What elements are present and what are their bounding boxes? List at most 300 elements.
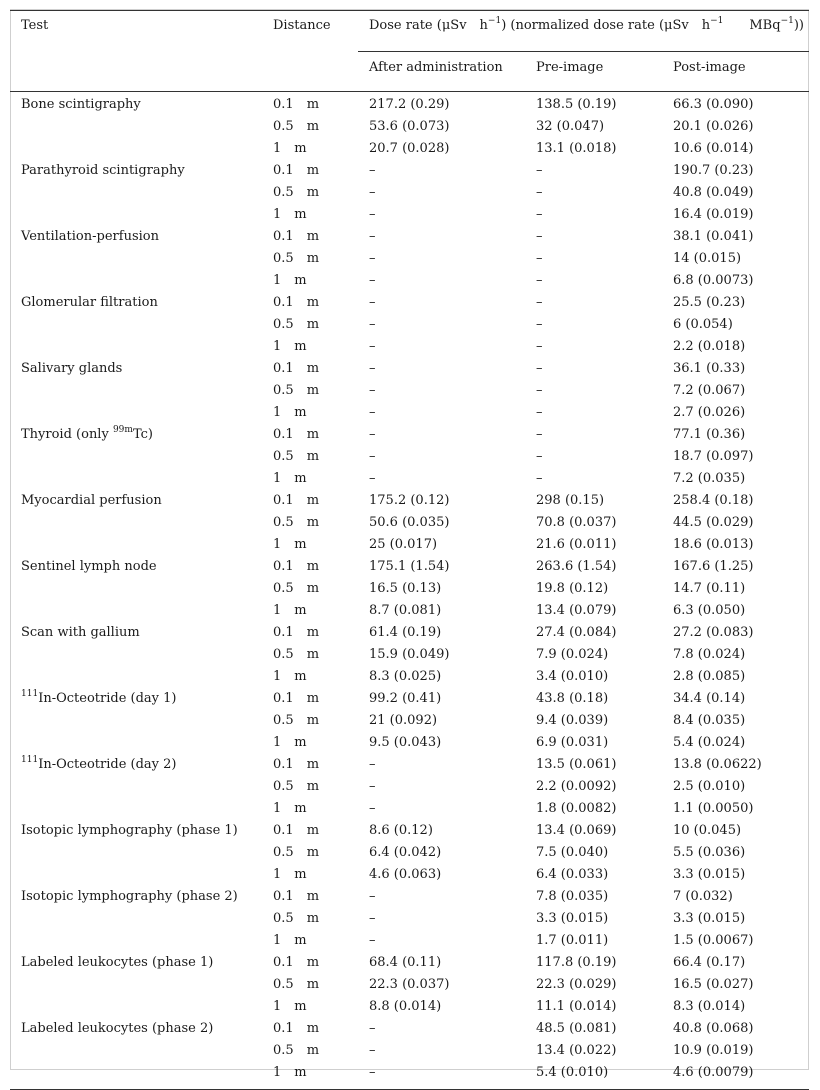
cell-test	[10, 423, 262, 445]
cell-after-administration: –	[369, 251, 376, 266]
table-row	[10, 269, 809, 291]
cell-after-administration: 68.4 (0.11)	[369, 955, 442, 970]
cell-after-administration: 175.1 (1.54)	[369, 559, 450, 574]
table-row	[10, 643, 809, 665]
cell-post-image: 40.8 (0.068)	[673, 1021, 754, 1036]
cell-distance	[262, 621, 358, 643]
distance-unit: m	[294, 669, 307, 684]
test-name-prefix: Thyroid (only	[21, 427, 113, 442]
cell-post-image: 2.7 (0.026)	[673, 405, 746, 420]
isotope-superscript: 111	[21, 754, 39, 765]
distance-value: 0.5	[273, 119, 294, 134]
cell-pre-image: 1.7 (0.011)	[536, 933, 609, 948]
cell-distance	[262, 247, 358, 269]
cell-pre-image: 6.9 (0.031)	[536, 735, 609, 750]
cell-post-image: 7 (0.032)	[673, 889, 733, 904]
table-row	[10, 1061, 809, 1090]
cell-post-image: 6.3 (0.050)	[673, 603, 746, 618]
distance-value: 1	[273, 141, 282, 156]
cell-post-image: 7.8 (0.024)	[673, 647, 746, 662]
cell-pre-image: 2.2 (0.0092)	[536, 779, 617, 794]
cell-pre-image: 32 (0.047)	[536, 119, 605, 134]
cell-pre-image: 5.4 (0.010)	[536, 1065, 609, 1080]
cell-test	[10, 731, 262, 753]
cell-post-image: 16.5 (0.027)	[673, 977, 754, 992]
distance-unit: m	[306, 163, 320, 178]
cell-after-administration: –	[369, 207, 376, 222]
table-row	[10, 731, 809, 753]
cell-after-administration: –	[369, 185, 376, 200]
distance-value: 0.5	[273, 581, 294, 596]
cell-test	[10, 467, 262, 489]
cell-pre-image: 13.1 (0.018)	[536, 141, 617, 156]
cell-distance	[262, 1017, 358, 1039]
cell-pre-image: 13.4 (0.022)	[536, 1043, 617, 1058]
distance-value: 1	[273, 339, 282, 354]
cell-test	[10, 445, 262, 467]
cell-pre-image: –	[536, 273, 543, 288]
distance-value: 0.5	[273, 185, 294, 200]
cell-after-administration: 8.6 (0.12)	[369, 823, 433, 838]
distance-unit: m	[294, 405, 307, 420]
cell-test	[10, 863, 262, 885]
cell-post-image: 16.4 (0.019)	[673, 207, 754, 222]
cell-pre-image: 7.9 (0.024)	[536, 647, 609, 662]
cell-pre-image: –	[536, 449, 543, 464]
cell-pre-image: 43.8 (0.18)	[536, 691, 609, 706]
cell-post-image: 13.8 (0.0622)	[673, 757, 762, 772]
table-row	[10, 665, 809, 687]
cell-test: Bone scintigraphy	[21, 97, 141, 112]
cell-post-image: 2.8 (0.085)	[673, 669, 746, 684]
cell-test	[10, 1061, 262, 1090]
cell-post-image: 18.7 (0.097)	[673, 449, 754, 464]
cell-post-image: 27.2 (0.083)	[673, 625, 754, 640]
cell-test: Labeled leukocytes (phase 1)	[21, 955, 214, 970]
distance-unit: m	[294, 999, 307, 1014]
distance-unit: m	[306, 361, 320, 376]
table-row	[10, 797, 809, 819]
cell-after-administration: –	[369, 1065, 376, 1080]
distance-unit: m	[306, 515, 320, 530]
cell-after-administration: –	[369, 229, 376, 244]
cell-test	[10, 687, 262, 709]
cell-post-image: 10 (0.045)	[673, 823, 742, 838]
distance-value: 1	[273, 537, 282, 552]
table-row	[10, 335, 809, 357]
distance-unit: m	[306, 493, 320, 508]
distance-value: 0.1	[273, 757, 294, 772]
cell-after-administration: –	[369, 889, 376, 904]
cell-post-image: 77.1 (0.36)	[673, 427, 746, 442]
cell-distance	[262, 753, 358, 775]
distance-unit: m	[294, 339, 307, 354]
cell-pre-image: 13.5 (0.061)	[536, 757, 617, 772]
cell-distance	[262, 313, 358, 335]
cell-after-administration: 25 (0.017)	[369, 537, 438, 552]
cell-distance	[262, 489, 358, 511]
dose-rate-label: Dose rate (μSv	[369, 18, 467, 33]
cell-test: Scan with gallium	[21, 625, 140, 640]
table-row	[10, 577, 809, 599]
cell-post-image: 14 (0.015)	[673, 251, 742, 266]
table-row	[10, 225, 809, 247]
distance-unit: m	[306, 625, 320, 640]
distance-unit: m	[306, 779, 320, 794]
cell-distance	[262, 709, 358, 731]
dose-rate-exp: −1	[487, 15, 502, 26]
cell-distance	[262, 445, 358, 467]
cell-after-administration: –	[369, 405, 376, 420]
distance-value: 1	[273, 669, 282, 684]
distance-unit: m	[306, 823, 320, 838]
cell-distance	[262, 115, 358, 137]
cell-test	[10, 665, 262, 687]
distance-value: 0.1	[273, 361, 294, 376]
cell-distance	[262, 511, 358, 533]
cell-pre-image: 48.5 (0.081)	[536, 1021, 617, 1036]
cell-test	[10, 929, 262, 951]
table-row	[10, 1017, 809, 1039]
distance-unit: m	[294, 471, 307, 486]
table-row	[10, 137, 809, 159]
table-row	[10, 181, 809, 203]
cell-post-image: 20.1 (0.026)	[673, 119, 754, 134]
distance-value: 0.5	[273, 1043, 294, 1058]
normalized-exp2: −1	[780, 15, 794, 26]
cell-post-image: 1.1 (0.0050)	[673, 801, 754, 816]
cell-pre-image: 7.5 (0.040)	[536, 845, 609, 860]
cell-post-image: 34.4 (0.14)	[673, 691, 746, 706]
dose-rate-unit-h: h	[479, 18, 488, 33]
cell-pre-image: 3.4 (0.010)	[536, 669, 609, 684]
dose-rate-table	[10, 10, 809, 1090]
table-row	[10, 555, 809, 577]
distance-value: 0.1	[273, 559, 294, 574]
distance-value: 1	[273, 273, 282, 288]
cell-post-image: 10.6 (0.014)	[673, 141, 754, 156]
cell-test	[10, 973, 262, 995]
cell-distance	[262, 1039, 358, 1061]
cell-pre-image: 70.8 (0.037)	[536, 515, 617, 530]
distance-unit: m	[306, 449, 320, 464]
distance-unit: m	[306, 1043, 320, 1058]
cell-after-administration: –	[369, 911, 376, 926]
cell-after-administration: 8.3 (0.025)	[369, 669, 442, 684]
cell-after-administration: 20.7 (0.028)	[369, 141, 450, 156]
cell-post-image: 66.4 (0.17)	[673, 955, 746, 970]
cell-post-image: 7.2 (0.067)	[673, 383, 746, 398]
distance-unit: m	[306, 691, 320, 706]
header-test: Test	[21, 18, 49, 33]
cell-after-administration: –	[369, 163, 376, 178]
cell-distance	[262, 181, 358, 203]
cell-distance	[262, 599, 358, 621]
distance-value: 0.1	[273, 889, 294, 904]
cell-post-image: 3.3 (0.015)	[673, 911, 746, 926]
distance-unit: m	[306, 845, 320, 860]
distance-unit: m	[306, 889, 320, 904]
distance-value: 0.1	[273, 163, 294, 178]
distance-unit: m	[306, 427, 320, 442]
distance-unit: m	[306, 229, 320, 244]
cell-pre-image: 263.6 (1.54)	[536, 559, 617, 574]
distance-value: 0.5	[273, 317, 294, 332]
table-row	[10, 357, 809, 379]
test-name-suffix: In-Octeotride (day 1)	[38, 691, 177, 706]
distance-unit: m	[294, 1065, 307, 1080]
table-row	[10, 445, 809, 467]
cell-pre-image: 19.8 (0.12)	[536, 581, 609, 596]
cell-after-administration: 9.5 (0.043)	[369, 735, 442, 750]
cell-post-image: 66.3 (0.090)	[673, 97, 754, 112]
distance-unit: m	[306, 757, 320, 772]
table-row	[10, 247, 809, 269]
distance-unit: m	[306, 1021, 320, 1036]
table-row	[10, 291, 809, 313]
distance-value: 1	[273, 1065, 282, 1080]
cell-distance	[262, 643, 358, 665]
cell-distance	[262, 203, 358, 225]
distance-value: 1	[273, 207, 282, 222]
cell-distance	[262, 885, 358, 907]
cell-pre-image: 1.8 (0.0082)	[536, 801, 617, 816]
cell-post-image: 38.1 (0.041)	[673, 229, 754, 244]
table-row	[10, 973, 809, 995]
cell-after-administration: 61.4 (0.19)	[369, 625, 442, 640]
table-row	[10, 753, 809, 775]
cell-after-administration: 22.3 (0.037)	[369, 977, 450, 992]
table-row	[10, 929, 809, 951]
distance-unit: m	[306, 317, 320, 332]
normalized-mbq: MBq	[749, 18, 781, 33]
cell-post-image: 258.4 (0.18)	[673, 493, 754, 508]
cell-pre-image: 22.3 (0.029)	[536, 977, 617, 992]
header-pre-image: Pre-image	[536, 60, 604, 75]
cell-post-image: 190.7 (0.23)	[673, 163, 754, 178]
normalized-unit-h: h	[701, 18, 711, 33]
cell-test: Glomerular filtration	[21, 295, 158, 310]
cell-after-administration: –	[369, 933, 376, 948]
cell-test	[10, 841, 262, 863]
cell-test	[10, 313, 262, 335]
cell-post-image: 167.6 (1.25)	[673, 559, 754, 574]
cell-test	[10, 269, 262, 291]
cell-pre-image: 9.4 (0.039)	[536, 713, 609, 728]
distance-value: 1	[273, 999, 282, 1014]
cell-post-image: 5.4 (0.024)	[673, 735, 746, 750]
distance-unit: m	[306, 185, 320, 200]
cell-after-administration: –	[369, 383, 376, 398]
table-row	[10, 1039, 809, 1061]
cell-after-administration: –	[369, 779, 376, 794]
cell-after-administration: 21 (0.092)	[369, 713, 438, 728]
distance-value: 0.1	[273, 691, 294, 706]
table-row	[10, 115, 809, 137]
table-row	[10, 401, 809, 423]
cell-distance	[262, 973, 358, 995]
table-row	[10, 533, 809, 555]
cell-pre-image: –	[536, 405, 543, 420]
table-row	[10, 775, 809, 797]
distance-value: 0.5	[273, 383, 294, 398]
distance-value: 0.1	[273, 493, 294, 508]
cell-test	[10, 995, 262, 1017]
cell-distance	[262, 533, 358, 555]
cell-test	[10, 577, 262, 599]
cell-pre-image: 298 (0.15)	[536, 493, 605, 508]
distance-value: 0.1	[273, 295, 294, 310]
cell-test: Parathyroid scintigraphy	[21, 163, 185, 178]
distance-value: 0.1	[273, 229, 294, 244]
cell-test: Ventilation-perfusion	[21, 229, 159, 244]
cell-post-image: 14.7 (0.11)	[673, 581, 746, 596]
cell-post-image: 5.5 (0.036)	[673, 845, 746, 860]
header-post-image: Post-image	[673, 60, 746, 75]
cell-test: Labeled leukocytes (phase 2)	[21, 1021, 214, 1036]
cell-distance	[262, 687, 358, 709]
isotope-superscript: 111	[21, 688, 39, 699]
cell-distance	[262, 467, 358, 489]
cell-test	[10, 775, 262, 797]
distance-value: 0.5	[273, 449, 294, 464]
cell-distance	[262, 665, 358, 687]
distance-value: 0.5	[273, 713, 294, 728]
cell-test	[10, 401, 262, 423]
cell-after-administration: 4.6 (0.063)	[369, 867, 442, 882]
normalized-exp1: −1	[710, 15, 724, 26]
cell-post-image: 7.2 (0.035)	[673, 471, 746, 486]
cell-distance	[262, 379, 358, 401]
cell-distance	[262, 995, 358, 1017]
distance-value: 0.1	[273, 823, 294, 838]
distance-value: 1	[273, 867, 282, 882]
distance-value: 1	[273, 801, 282, 816]
table-row	[10, 995, 809, 1017]
cell-post-image: 2.5 (0.010)	[673, 779, 746, 794]
distance-unit: m	[306, 977, 320, 992]
cell-after-administration: 6.4 (0.042)	[369, 845, 442, 860]
distance-unit: m	[294, 537, 307, 552]
cell-pre-image: 21.6 (0.011)	[536, 537, 617, 552]
cell-pre-image: –	[536, 339, 543, 354]
distance-value: 1	[273, 933, 282, 948]
cell-distance	[262, 951, 358, 973]
header-distance: Distance	[273, 18, 331, 33]
cell-pre-image: 27.4 (0.084)	[536, 625, 617, 640]
cell-test	[10, 511, 262, 533]
cell-distance	[262, 819, 358, 841]
cell-test	[10, 335, 262, 357]
cell-pre-image: 117.8 (0.19)	[536, 955, 617, 970]
header-dose-rate	[358, 11, 809, 52]
cell-after-administration: –	[369, 273, 376, 288]
cell-post-image: 40.8 (0.049)	[673, 185, 754, 200]
distance-value: 0.1	[273, 427, 294, 442]
cell-post-image: 6 (0.054)	[673, 317, 733, 332]
distance-unit: m	[294, 141, 307, 156]
cell-after-administration: 8.7 (0.081)	[369, 603, 442, 618]
table-row	[10, 489, 809, 511]
cell-after-administration: –	[369, 339, 376, 354]
distance-unit: m	[306, 713, 320, 728]
cell-post-image: 36.1 (0.33)	[673, 361, 746, 376]
cell-pre-image: 3.3 (0.015)	[536, 911, 609, 926]
distance-value: 0.5	[273, 647, 294, 662]
distance-value: 0.1	[273, 955, 294, 970]
table-row	[10, 885, 809, 907]
distance-unit: m	[306, 955, 320, 970]
cell-after-administration: 53.6 (0.073)	[369, 119, 450, 134]
distance-unit: m	[306, 383, 320, 398]
cell-pre-image: –	[536, 317, 543, 332]
cell-pre-image: –	[536, 207, 543, 222]
table-row	[10, 203, 809, 225]
distance-value: 0.5	[273, 251, 294, 266]
cell-post-image: 6.8 (0.0073)	[673, 273, 754, 288]
cell-test	[10, 115, 262, 137]
distance-value: 0.5	[273, 779, 294, 794]
cell-after-administration: –	[369, 1043, 376, 1058]
test-name-suffix: Tc)	[132, 427, 153, 442]
cell-pre-image: 6.4 (0.033)	[536, 867, 609, 882]
cell-distance	[262, 92, 358, 116]
distance-unit: m	[306, 647, 320, 662]
distance-unit: m	[306, 559, 320, 574]
cell-after-administration: –	[369, 1021, 376, 1036]
table-row	[10, 907, 809, 929]
cell-test	[10, 379, 262, 401]
distance-value: 0.1	[273, 97, 294, 112]
cell-test	[10, 709, 262, 731]
cell-post-image: 44.5 (0.029)	[673, 515, 754, 530]
table-row	[10, 863, 809, 885]
cell-after-administration: 50.6 (0.035)	[369, 515, 450, 530]
table-row	[10, 313, 809, 335]
cell-distance	[262, 1061, 358, 1090]
cell-after-administration: –	[369, 361, 376, 376]
cell-test	[10, 1039, 262, 1061]
cell-pre-image: –	[536, 163, 543, 178]
cell-distance	[262, 357, 358, 379]
cell-after-administration: –	[369, 471, 376, 486]
test-name-suffix: In-Octeotride (day 2)	[38, 757, 177, 772]
table-row	[10, 687, 809, 709]
distance-unit: m	[306, 119, 320, 134]
header-after-administration: After administration	[369, 60, 503, 75]
cell-pre-image: 11.1 (0.014)	[536, 999, 617, 1014]
table-row	[10, 621, 809, 643]
cell-pre-image: –	[536, 295, 543, 310]
cell-pre-image: 13.4 (0.069)	[536, 823, 617, 838]
table-row	[10, 92, 809, 116]
cell-distance	[262, 159, 358, 181]
cell-after-administration: –	[369, 427, 376, 442]
cell-test	[10, 643, 262, 665]
table-row	[10, 511, 809, 533]
cell-after-administration: 15.9 (0.049)	[369, 647, 450, 662]
table-row	[10, 819, 809, 841]
cell-pre-image: –	[536, 427, 543, 442]
cell-test	[10, 181, 262, 203]
cell-after-administration: –	[369, 295, 376, 310]
cell-test	[10, 247, 262, 269]
distance-unit: m	[306, 251, 320, 266]
distance-value: 0.5	[273, 977, 294, 992]
cell-test: Isotopic lymphography (phase 1)	[21, 823, 238, 838]
cell-distance	[262, 423, 358, 445]
cell-post-image: 4.6 (0.0079)	[673, 1065, 754, 1080]
